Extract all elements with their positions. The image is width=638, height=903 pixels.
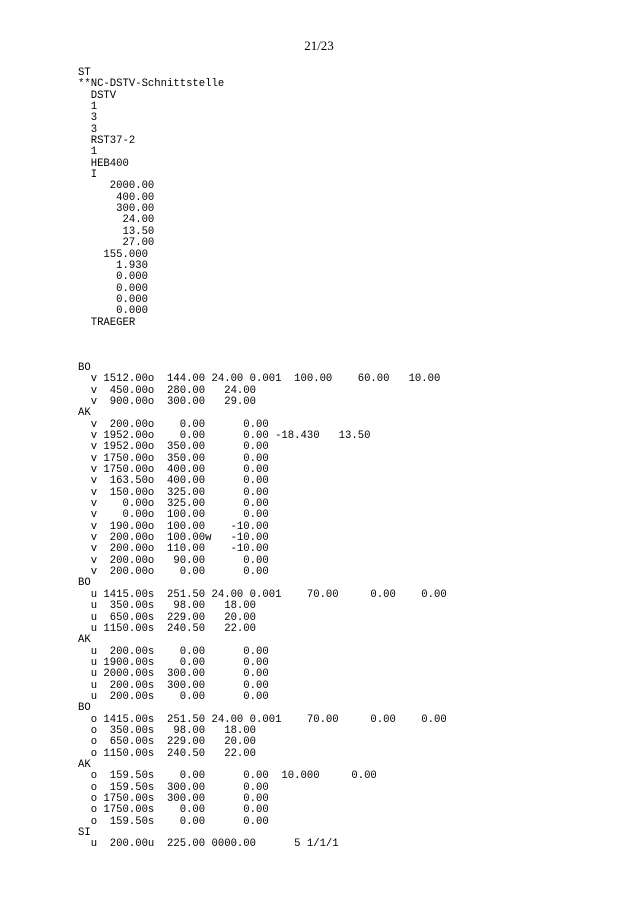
listing-line: 3 — [78, 112, 98, 125]
listing-line: 27.00 — [78, 237, 155, 250]
listing-line: v 200.00o 110.00 -10.00 — [78, 543, 269, 556]
listing-line: 0.000 — [78, 305, 148, 318]
listing-line: AK — [78, 634, 91, 647]
listing-line: RST37-2 — [78, 135, 136, 148]
listing-line: o 159.50s 0.00 0.00 10.000 0.00 — [78, 770, 377, 783]
listing-line: u 200.00s 0.00 0.00 — [78, 690, 269, 703]
listing-line: 400.00 — [78, 191, 155, 204]
listing-line: v 163.50o 400.00 0.00 — [78, 475, 269, 488]
listing-line: u 200.00u 225.00 0000.00 5 1/1/1 — [78, 838, 339, 851]
listing-line: AK — [78, 758, 91, 771]
listing-line: u 2000.00s 300.00 0.00 — [78, 668, 269, 681]
listing-line: u 1150.00s 240.50 22.00 — [78, 622, 257, 635]
listing-line: 300.00 — [78, 203, 155, 216]
listing-line: 155.000 — [78, 248, 148, 261]
listing-line: o 1750.00s 300.00 0.00 — [78, 793, 269, 805]
listing-line: u 1900.00s 0.00 0.00 — [78, 656, 269, 669]
listing-line: v 0.00o 325.00 0.00 — [78, 498, 269, 511]
listing-line: v 1750.00o 350.00 0.00 — [78, 452, 269, 465]
listing-line — [78, 329, 447, 340]
listing-line: 0.000 — [78, 271, 148, 284]
listing-line: v 450.00o 280.00 24.00 — [78, 384, 257, 397]
listing-line: o 1750.00s 0.00 0.00 — [78, 804, 269, 817]
listing-line: BO — [78, 577, 91, 590]
listing-line: 1 — [78, 146, 98, 159]
listing-line: v 200.00o 0.00 0.00 — [78, 418, 269, 431]
listing-line: o 159.50s 0.00 0.00 — [78, 815, 269, 828]
listing-line: v 200.00o 90.00 0.00 — [78, 554, 269, 567]
listing-line: u 350.00s 98.00 18.00 — [78, 600, 257, 613]
listing-line: 24.00 — [78, 214, 155, 227]
listing-line: v 1952.00o 350.00 0.00 — [78, 441, 269, 454]
listing-line: 1.930 — [78, 259, 148, 272]
listing-line: BO — [78, 702, 91, 715]
listing-line: AK — [78, 407, 91, 420]
listing-line: o 350.00s 98.00 18.00 — [78, 724, 257, 737]
listing-line: HEB400 — [78, 157, 129, 170]
listing-line: u 650.00s 229.00 20.00 — [78, 611, 257, 624]
listing-line: v 200.00o 0.00 0.00 — [78, 566, 269, 579]
listing-line: DSTV — [78, 89, 117, 102]
listing-line: o 1415.00s 251.50 24.00 0.001 70.00 0.00 0.00 — [78, 713, 447, 726]
listing-line: 1 — [78, 101, 98, 114]
listing-line: v 1512.00o 144.00 24.00 0.001 100.00 60.00 10.00 — [78, 373, 441, 386]
listing-line: BO — [78, 361, 91, 374]
listing-line: v 1952.00o 0.00 0.00 -18.430 13.50 — [78, 430, 371, 442]
listing-line: u 1415.00s 251.50 24.00 0.001 70.00 0.00 0.00 — [78, 588, 447, 601]
listing-line: o 159.50s 300.00 0.00 — [78, 781, 269, 794]
listing-line: **NC-DSTV-Schnittstelle — [78, 78, 225, 91]
listing-line: v 150.00o 325.00 0.00 — [78, 486, 269, 499]
listing-line — [78, 352, 447, 363]
listing-line: u 200.00s 0.00 0.00 — [78, 645, 269, 658]
listing-line: ST — [78, 67, 91, 79]
listing-line: TRAEGER — [78, 316, 136, 329]
dstv-listing — [78, 68, 447, 851]
listing-line: v 1750.00o 400.00 0.00 — [78, 464, 269, 477]
listing-line: 2000.00 — [78, 180, 155, 193]
listing-line: 13.50 — [78, 225, 155, 238]
listing-line: v 900.00o 300.00 29.00 — [78, 395, 257, 408]
listing-line: 0.000 — [78, 293, 148, 306]
listing-line: 3 — [78, 123, 98, 136]
listing-line: v 200.00o 100.00w -10.00 — [78, 532, 269, 545]
listing-line: o 650.00s 229.00 20.00 — [78, 736, 257, 749]
page-number: 21/23 — [304, 38, 334, 53]
listing-line — [78, 340, 447, 351]
listing-line: I — [78, 169, 98, 182]
listing-line: v 0.00o 100.00 0.00 — [78, 509, 269, 522]
listing-line: o 1150.00s 240.50 22.00 — [78, 747, 257, 760]
listing-line: u 200.00s 300.00 0.00 — [78, 679, 269, 692]
listing-line: SI — [78, 827, 91, 840]
listing-line: v 190.00o 100.00 -10.00 — [78, 520, 269, 533]
listing-line: 0.000 — [78, 282, 148, 295]
